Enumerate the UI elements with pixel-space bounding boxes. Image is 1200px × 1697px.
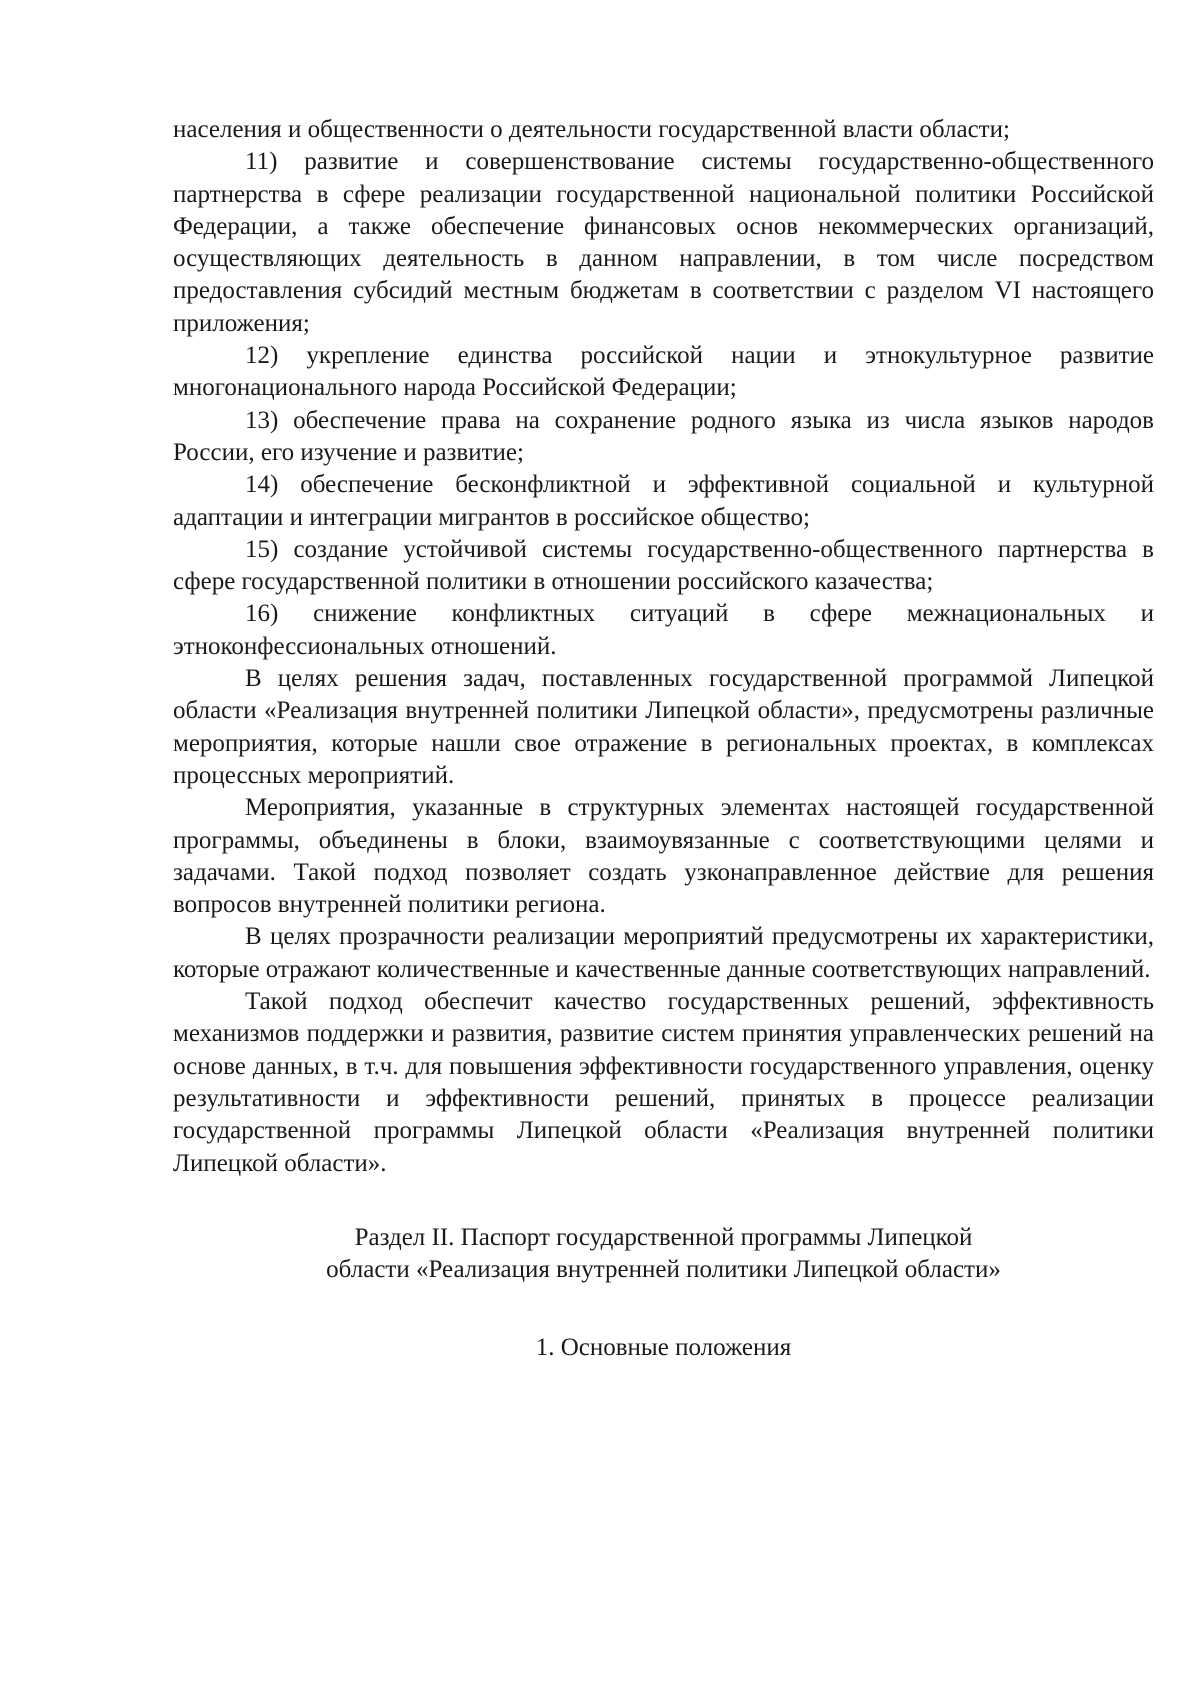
body-paragraph-tasks: В целях решения задач, поставленных государственной программой Липецкой области «Реализация внутренней политики Липецкой области», предусмотрены различные мероприятия, которые нашли свое отражение в региональных проектах, в комплексах процессных мероприятий. xyxy=(173,665,1154,789)
list-item-12: 12) укрепление единства российской нации и этнокультурное развитие многонационального народа Российской Федерации; xyxy=(173,342,1154,402)
subsection-heading: 1. Основные положения xyxy=(535,1334,792,1362)
continuation-text: населения и общественности о деятельности государственной власти области; xyxy=(173,116,1010,143)
list-item-14: 14) обеспечение бесконфликтной и эффективной социальной и культурной адаптации и интеграции мигрантов в российское общество; xyxy=(173,471,1154,531)
list-item-11: 11) развитие и совершенствование системы государственно-общественного партнерства в сфере реализации государственной национальной политики Российской Федерации, а также обеспечение финансовых основ некоммерческих организаций, осуществляющих деятельность в данном направлении, в том числе посредством предоставления субсидий местным бюджетам в соответствии с разделом VI настоящего приложения; xyxy=(173,148,1154,337)
list-item-13: 13) обеспечение права на сохранение родного языка из числа языков народов России, его изучение и развитие; xyxy=(173,406,1154,466)
body-paragraph-transparency: В целях прозрачности реализации мероприятий предусмотрены их характеристики, которые отражают количественные и качественные данные соответствующих направлений. xyxy=(173,923,1154,983)
list-item-16: 16) снижение конфликтных ситуаций в сфере межнациональных и этноконфессиональных отношений. xyxy=(173,600,1154,660)
body-paragraph-approach: Такой подход обеспечит качество государственных решений, эффективность механизмов поддержки и развития, развитие систем принятия управленческих решений на основе данных, в т.ч. для повышения эффективности государственного управления, оценку результативности и эффективности решений, принятых в процессе реализации государственной программы Липецкой области «Реализация внутренней политики Липецкой области». xyxy=(173,988,1154,1177)
section-heading-line-2: области «Реализация внутренней политики Липецкой области» xyxy=(326,1256,1001,1284)
section-heading xyxy=(173,1222,1154,1287)
section-heading-line-1: Раздел II. Паспорт государственной программы Липецкой xyxy=(354,1223,973,1251)
document-page xyxy=(173,114,1154,1365)
body-paragraph-measures: Мероприятия, указанные в структурных элементах настоящей государственной программы, объединены в блоки, взаимоувязанные с соответствующими целями и задачами. Такой подход позволяет создать узконаправленное действие для решения вопросов внутренней политики региона. xyxy=(173,794,1154,919)
list-item-15: 15) создание устойчивой системы государственно-общественного партнерства в сфере государственной политики в отношении российского казачества; xyxy=(173,535,1154,596)
